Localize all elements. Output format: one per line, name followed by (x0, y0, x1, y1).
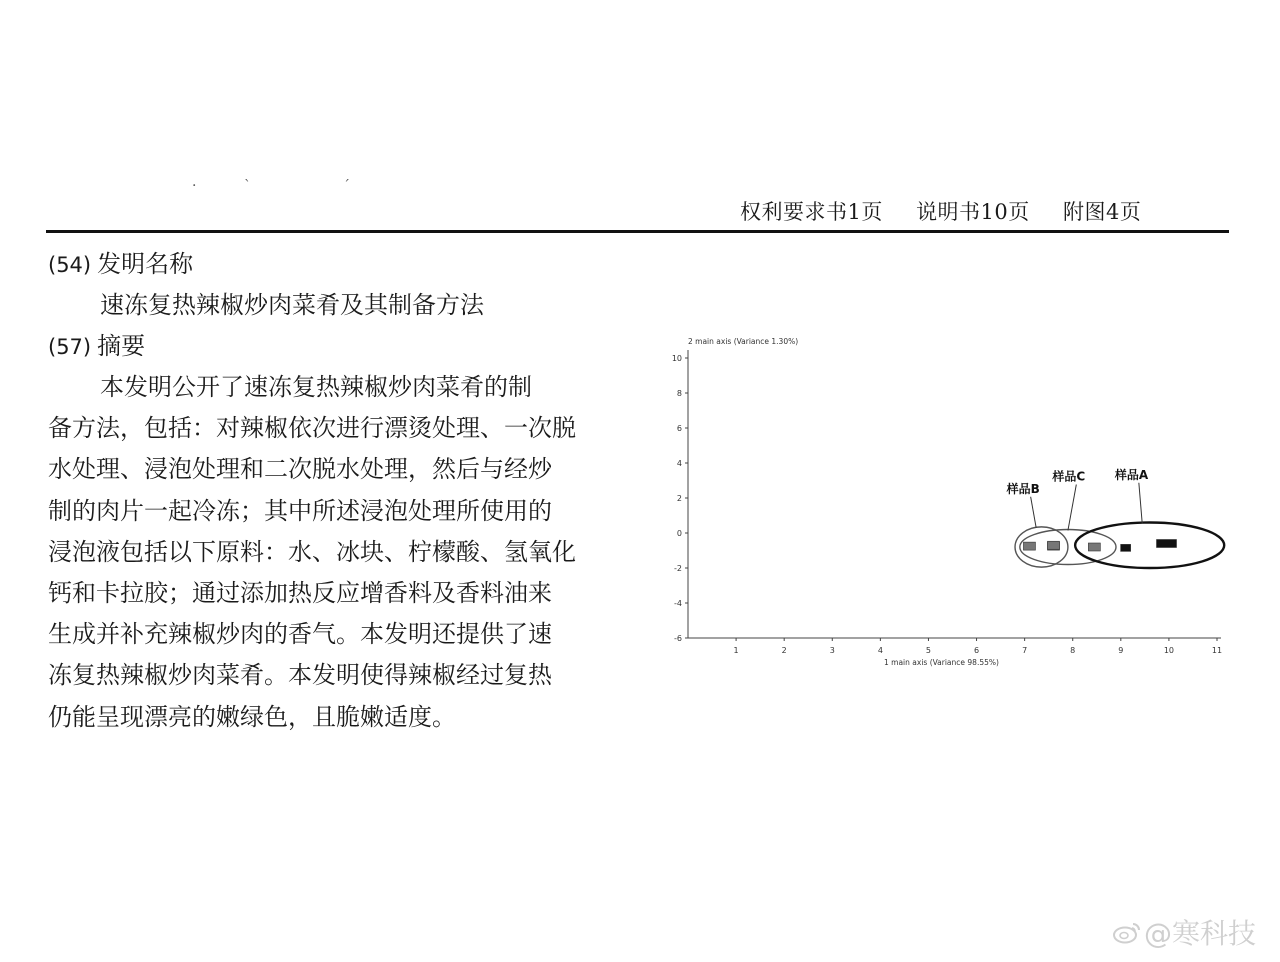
abstract-line: 仍能呈现漂亮的嫩绿色，且脆嫩适度。 (48, 702, 456, 731)
x-tick-label: 1 (733, 646, 739, 655)
x-tick-label: 7 (1022, 646, 1028, 655)
data-point (1121, 544, 1131, 551)
y-tick-label: 4 (676, 459, 682, 468)
abstract-line: 冻复热辣椒炒肉菜肴。本发明使得辣椒经过复热 (48, 661, 552, 690)
y-tick-label: 10 (671, 354, 682, 363)
abstract-body (48, 367, 628, 738)
y-axis-title: 2 main axis (Variance 1.30%) (688, 337, 799, 346)
title-section-number: (54) (48, 253, 92, 277)
x-tick-label: 8 (1070, 646, 1076, 655)
page-count-header (740, 196, 1141, 226)
description-page-count: 说明书10页 (916, 200, 1030, 224)
invention-title: 速冻复热辣椒炒肉菜肴及其制备方法 (100, 291, 484, 319)
y-tick-label: 0 (676, 529, 682, 538)
abstract-section-label: 摘要 (97, 332, 146, 360)
watermark-text: @寒科技 (1144, 917, 1257, 950)
scan-artifact: · (192, 178, 197, 194)
cluster-pointer-line (1139, 483, 1142, 524)
abstract-line: 制的肉片一起冷冻；其中所述浸泡处理所使用的 (48, 496, 552, 525)
y-tick-label: -4 (674, 599, 682, 608)
data-point (1047, 541, 1059, 549)
x-tick-label: 9 (1118, 646, 1124, 655)
abstract-line: 水处理、浸泡处理和二次脱水处理，然后与经炒 (48, 455, 552, 484)
chart-canvas (640, 320, 1240, 680)
weibo-icon (1112, 920, 1142, 944)
y-tick-label: -2 (674, 564, 682, 573)
weibo-watermark (1112, 912, 1256, 952)
y-tick-label: 6 (676, 424, 682, 433)
y-tick-label: -6 (674, 634, 682, 643)
data-point (1157, 540, 1177, 548)
x-tick-label: 2 (781, 646, 787, 655)
cluster-label: 样品A (1114, 467, 1149, 482)
abstract-line: 钙和卡拉胶；通过添加热反应增香料及香料油来 (48, 579, 552, 608)
cluster-label: 样品B (1006, 481, 1040, 496)
cluster-label: 样品C (1052, 469, 1086, 484)
pca-scatter-chart (640, 320, 1240, 680)
x-tick-label: 4 (877, 646, 883, 655)
title-section-label: 发明名称 (97, 250, 194, 278)
title-section-heading (48, 244, 193, 279)
y-tick-label: 2 (676, 494, 682, 503)
data-point (1088, 543, 1100, 551)
x-tick-label: 11 (1211, 646, 1223, 655)
scan-artifact: ˊ (343, 178, 350, 194)
cluster-pointer-line (1068, 485, 1076, 531)
cluster-pointer-line (1031, 497, 1037, 528)
x-axis-title: 1 main axis (Variance 98.55%) (884, 658, 999, 667)
abstract-line: 备方法，包括：对辣椒依次进行漂烫处理、一次脱 (48, 414, 576, 443)
abstract-section-number: (57) (48, 335, 92, 359)
header-divider (46, 230, 1229, 233)
abstract-section-heading (48, 326, 145, 361)
y-tick-label: 8 (676, 389, 682, 398)
x-tick-label: 3 (829, 646, 835, 655)
abstract-line: 浸泡液包括以下原料：水、冰块、柠檬酸、氢氧化 (48, 537, 576, 566)
claims-page-count: 权利要求书1页 (740, 200, 883, 224)
x-tick-label: 10 (1163, 646, 1175, 655)
drawings-page-count: 附图4页 (1062, 200, 1142, 224)
scan-artifact: ` (244, 178, 251, 194)
x-tick-label: 5 (925, 646, 932, 655)
data-point (1023, 542, 1035, 550)
abstract-line: 本发明公开了速冻复热辣椒炒肉菜肴的制 (100, 373, 532, 401)
x-tick-label: 6 (973, 646, 980, 655)
abstract-line: 生成并补充辣椒炒肉的香气。本发明还提供了速 (48, 620, 552, 649)
